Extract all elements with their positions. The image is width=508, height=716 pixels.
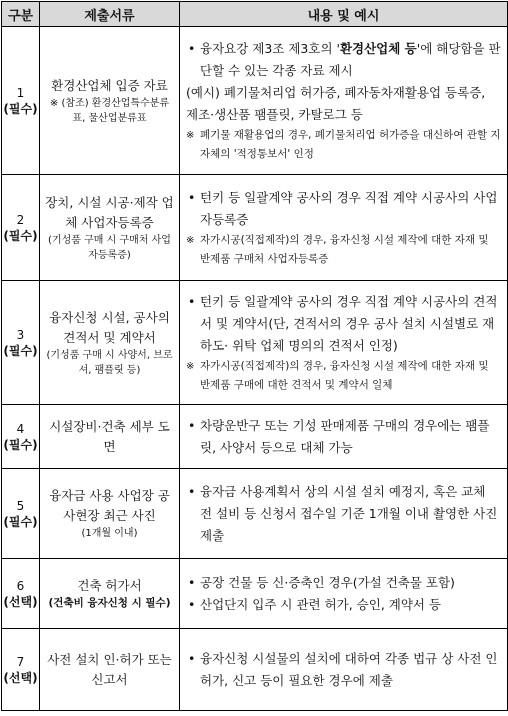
header-documents: 제출서류 [40, 2, 180, 27]
row-number: 1 [16, 85, 25, 100]
table-row [2, 629, 508, 711]
content-cell [180, 175, 508, 281]
document-note: (1개월 이내) [81, 528, 138, 539]
content-cell [180, 559, 508, 629]
content-bullet: • 공장 건물 등 신·증축인 경우(가설 건축물 포함) [186, 572, 501, 594]
content-bullet: • 차량운반구 또는 기성 판매제품 구매의 경우에는 팸플릿, 사양서 등으로 대체 가능 [186, 415, 501, 459]
document-cell [40, 405, 180, 469]
row-requirement: (필수) [3, 437, 38, 452]
table-row [2, 27, 508, 175]
row-number-cell [2, 405, 40, 469]
content-example: (예시) 폐기물처리업 허가증, 폐자동차재활용업 등록증, 제조·생산품 팸플릿, 카탈로그 등 [186, 84, 486, 122]
row-number-cell [2, 559, 40, 629]
row-requirement: (필수) [3, 514, 38, 529]
row-requirement: (선택) [3, 594, 38, 609]
content-bullet: • 산업단지 입주 시 관련 허가, 승인, 계약서 등 [186, 594, 501, 616]
content-note: ※ 자가시공(직접제작)의 경우, 융자신청 시설 제작에 대한 자재 및 반제품 구매에 대한 견적서 및 계약서 일체 [186, 357, 501, 395]
row-number-cell [2, 27, 40, 175]
content-note: ※ 자가시공(직접제작)의 경우, 융자신청 시설 제작에 대한 자재 및 반제품 구매처 사업자등록증 [186, 231, 501, 269]
row-number: 5 [16, 498, 25, 513]
table-row [2, 405, 508, 469]
document-cell [40, 175, 180, 281]
document-note: (건축비 융자신청 시 필수) [48, 597, 171, 609]
row-number: 3 [16, 327, 25, 342]
content-bullet: • 턴키 등 일괄계약 공사의 경우 직접 계약 시공사의 사업자등록증 [186, 187, 501, 231]
content-cell [180, 405, 508, 469]
content-bullet: • 턴키 등 일괄계약 공사의 경우 직접 계약 시공사의 견적서 및 계약서(단, 견적서의 경우 공사 설치 시설별로 재하도· 위탁 업체 명의의 견적서 인정) [186, 291, 501, 357]
table-row [2, 469, 508, 559]
row-number-cell [2, 629, 40, 711]
header-category: 구분 [2, 2, 40, 27]
row-requirement: (필수) [3, 101, 38, 116]
document-note: (기성품 구매 시 구매처 사업자등록증) [48, 234, 171, 261]
table-row [2, 175, 508, 281]
document-name: 건축 허가서 [77, 578, 142, 593]
document-name: 융자신청 시설, 공사의 견적서 및 계약서 [49, 309, 170, 345]
document-cell [40, 559, 180, 629]
document-cell [40, 469, 180, 559]
document-name: 장치, 시설 시공·제작 업체 사업자등록증 [45, 194, 174, 230]
content-cell [180, 27, 508, 175]
row-requirement: (필수) [3, 343, 38, 358]
content-bullet: • 융자신청 시설물의 설치에 대하여 각종 법규 상 사전 인허가, 신고 등이 필요한 경우에 제출 [186, 648, 501, 692]
row-number: 2 [16, 212, 25, 227]
header-content: 내용 및 예시 [180, 2, 508, 27]
document-name: 환경산업체 입증 자료 [51, 77, 168, 93]
row-requirement: (선택) [3, 670, 38, 685]
document-name: 사전 설치 인·허가 또는 신고서 [47, 651, 172, 687]
table-row [2, 559, 508, 629]
row-number: 4 [16, 421, 25, 436]
document-cell [40, 281, 180, 405]
table-header-row [2, 2, 508, 27]
content-note: ※ 폐기물 재활용업의 경우, 폐기물처리업 허가증을 대신하여 관할 지자체의 '적정통보서' 인정 [186, 126, 501, 164]
row-number-cell [2, 469, 40, 559]
row-number-cell [2, 281, 40, 405]
document-cell [40, 629, 180, 711]
content-bullet: • 융자요강 제3조 제3호의 '환경산업체 등'에 해당함을 판단할 수 있는 각종 자료 제시 [186, 38, 501, 82]
content-bullet: • 융자금 사용계획서 상의 시설 설치 예정지, 혹은 교체 전 설비 등 신청서 접수일 기준 1개월 이내 촬영한 사진 제출 [186, 481, 501, 547]
document-name: 시설장비·건축 세부 도면 [49, 418, 170, 454]
document-cell [40, 27, 180, 175]
content-cell [180, 469, 508, 559]
content-cell [180, 281, 508, 405]
row-requirement: (필수) [3, 228, 38, 243]
table-row [2, 281, 508, 405]
content-cell [180, 629, 508, 711]
row-number-cell [2, 175, 40, 281]
document-name: 융자금 사용 사업장 공사현장 최근 사진 [49, 488, 170, 523]
document-note: (기성품 구매 시 사양서, 브로셔, 팸플릿 등) [46, 349, 173, 376]
row-number: 6 [16, 578, 25, 593]
document-note: ※ (참조) 환경산업특수분류표, 물산업분류표 [49, 97, 170, 124]
document-table [1, 1, 508, 711]
row-number: 7 [16, 654, 25, 669]
